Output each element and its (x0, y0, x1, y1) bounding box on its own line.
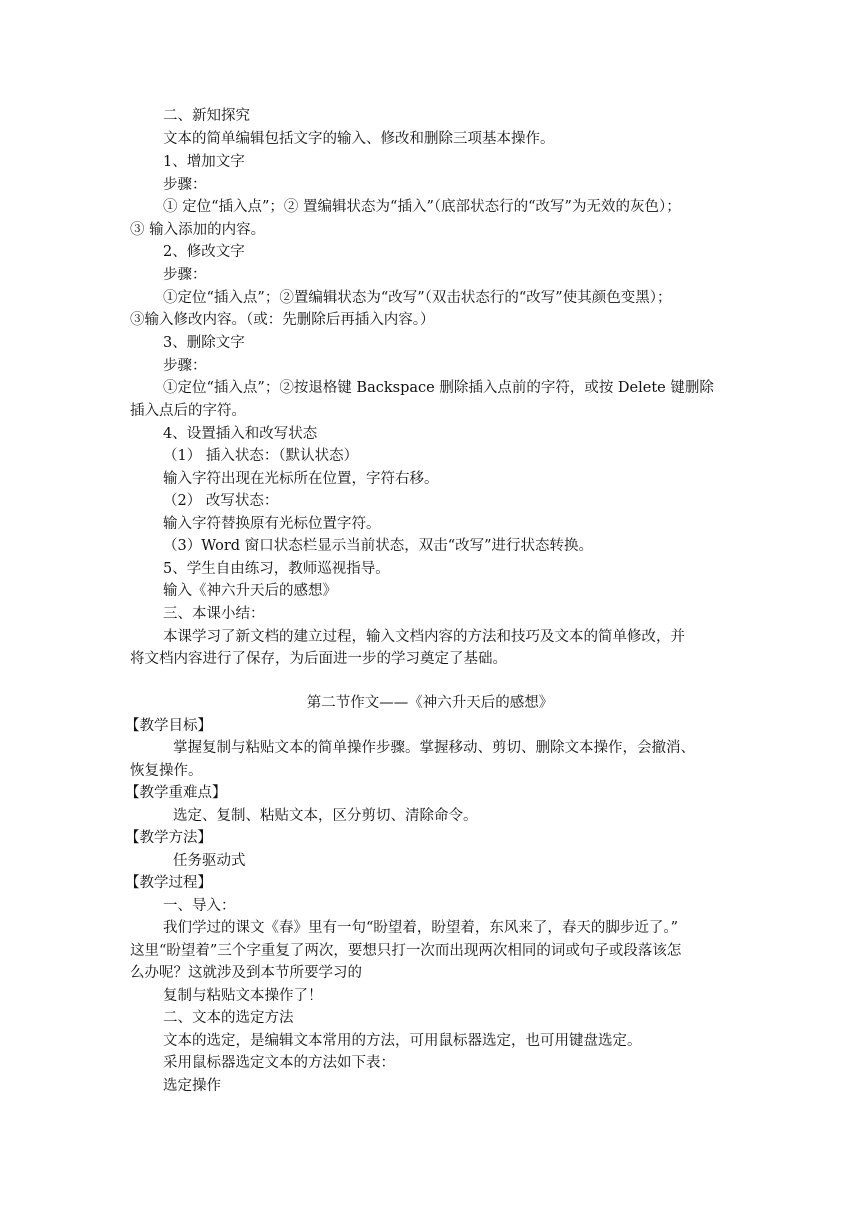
text-line: 1、增加文字 (163, 154, 245, 170)
text-line: 么办呢？这就涉及到本节所要学习的 (130, 965, 362, 981)
text-line: 步骤： (163, 267, 207, 283)
text-line: 3、删除文字 (163, 335, 245, 351)
section-title: 第二节作文——《神六升天后的感想》 (306, 695, 554, 711)
text-line: （1） 插入状态：（默认状态） (163, 448, 359, 464)
text-line: 4、设置插入和改写状态 (163, 426, 318, 442)
text-line: ③输入修改内容。（或：先删除后再插入内容。） (130, 312, 435, 328)
text-line: 输入字符出现在光标所在位置，字符右移。 (163, 471, 439, 487)
text-line: 【教学重难点】 (125, 785, 227, 801)
text-line: 输入《神六升天后的感想》 (163, 583, 337, 599)
text-line: 【教学过程】 (125, 875, 212, 891)
text-line: 将文档内容进行了保存，为后面进一步的学习奠定了基础。 (130, 651, 507, 667)
text-line: 文本的简单编辑包括文字的输入、修改和删除三项基本操作。 (163, 131, 555, 147)
text-line: 文本的选定，是编辑文本常用的方法，可用鼠标器选定，也可用键盘选定。 (163, 1033, 642, 1049)
text-line: 三、本课小结： (163, 606, 265, 622)
text-line: 插入点后的字符。 (130, 403, 246, 419)
text-line: 掌握复制与粘贴文本的简单操作步骤。掌握移动、剪切、删除文本操作，会撤消、 (173, 740, 695, 756)
text-line: 步骤： (163, 177, 207, 193)
text-line: 我们学过的课文《春》里有一句“盼望着，盼望着，东风来了，春天的脚步近了。” (163, 920, 679, 936)
text-line: ③ 输入添加的内容。 (130, 222, 266, 238)
text-line: 任务驱动式 (173, 853, 246, 869)
text-line: 【教学目标】 (125, 718, 212, 734)
text-line: ①定位“插入点”；②置编辑状态为“改写”（双击状态行的“改写”使其颜色变黑）； (163, 290, 672, 306)
text-line: ① 定位“插入点”；② 置编辑状态为“插入”（底部状态行的“改写”为无效的灰色）； (163, 199, 681, 215)
text-line: 5、学生自由练习，教师巡视指导。 (163, 561, 390, 577)
text-line: 采用鼠标器选定文本的方法如下表： (163, 1055, 395, 1071)
text-line: 输入字符替换原有光标位置字符。 (163, 516, 381, 532)
text-line: （2） 改写状态： (163, 493, 279, 509)
text-line: （3）Word 窗口状态栏显示当前状态，双击“改写”进行状态转换。 (163, 538, 594, 554)
text-line: 【教学方法】 (125, 830, 212, 846)
text-line: 复制与粘贴文本操作了！ (163, 988, 323, 1004)
text-line: 二、新知探究 (163, 108, 250, 124)
text-line: 选定、复制、粘贴文本，区分剪切、清除命令。 (173, 808, 478, 824)
text-line: 恢复操作。 (130, 763, 203, 779)
text-line: 二、文本的选定方法 (163, 1010, 294, 1026)
text-line: 步骤： (163, 358, 207, 374)
text-line: 本课学习了新文档的建立过程，输入文档内容的方法和技巧及文本的简单修改，并 (163, 629, 685, 645)
text-line: ①定位“插入点”；②按退格键 Backspace 删除插入点前的字符，或按 Delete 键删除 (163, 380, 714, 396)
text-line: 这里“盼望着”三个字重复了两次，要想只打一次而出现两次相同的词或句子或段落该怎 (130, 943, 682, 959)
text-line: 选定操作 (163, 1078, 221, 1094)
text-line: 2、修改文字 (163, 244, 245, 260)
text-line: 一、导入： (163, 898, 236, 914)
